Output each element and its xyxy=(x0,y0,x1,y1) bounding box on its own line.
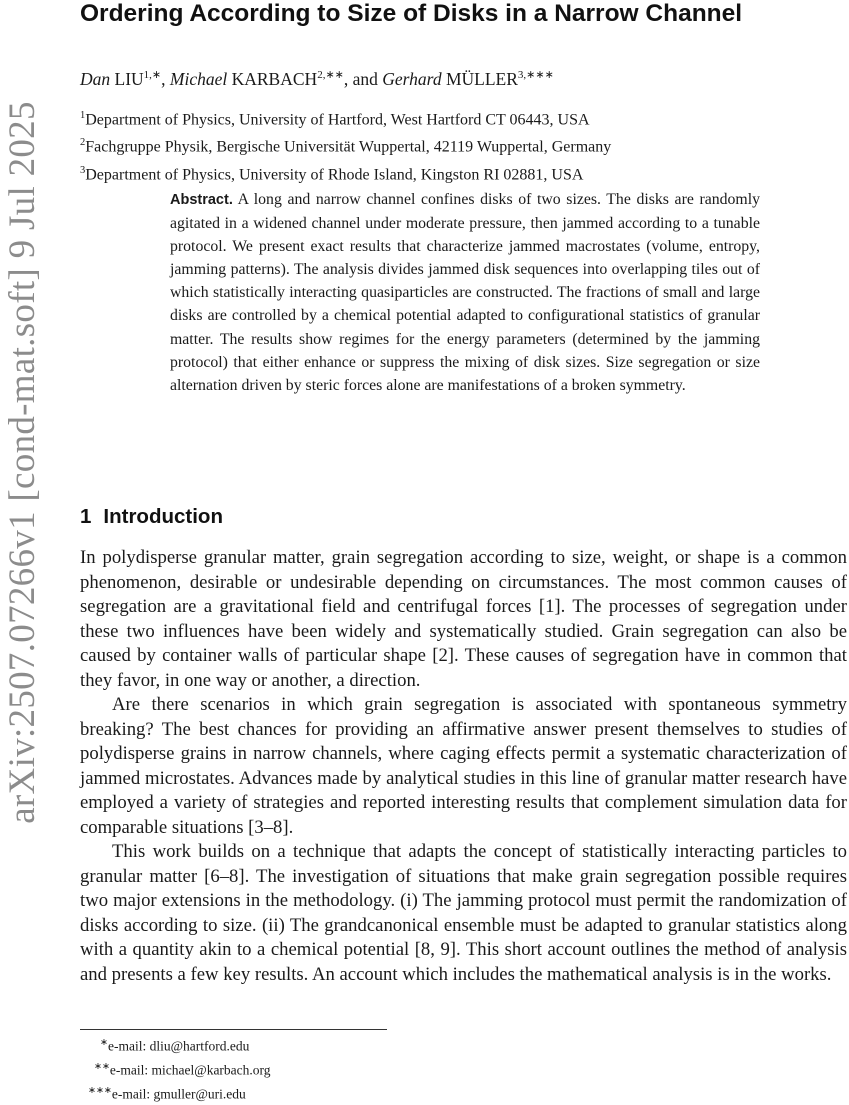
author-list xyxy=(80,68,554,90)
section-heading xyxy=(80,505,223,529)
author-family-name: KARBACH xyxy=(231,68,318,89)
affiliation-item xyxy=(80,131,611,158)
footnote-item xyxy=(80,1033,480,1057)
affiliation-text: Department of Physics, University of Rhode Island, Kingston RI 02881, USA xyxy=(85,165,584,183)
affiliation-text: Department of Physics, University of Hartford, West Hartford CT 06443, USA xyxy=(85,111,590,129)
body-paragraph: Are there scenarios in which grain segregation is associated with spontaneous symmetry breaking? The best chances for providing an affirmative answer present themselves to studies of polydisperse grains in narrow channels, where caging effects permit a systematic characterization of jammed microstates. Advances made by analytical studies in this line of granular matter research have employed a variety of strategies and reported interesting results that complement simulation data for comparable situations [3–8]. xyxy=(80,694,847,838)
author-family-name: LIU xyxy=(114,68,144,89)
footnote-text: e-mail: michael@karbach.org xyxy=(109,1062,271,1078)
author-separator: , xyxy=(161,68,170,89)
affiliation-number: 3 xyxy=(80,164,86,176)
section-body xyxy=(80,546,847,987)
body-paragraph: This work builds on a technique that adapts the concept of statistically interacting particles to granular matter [6–8]. The investigation of situations that make grain segregation possible requires two major extensions in the methodology. (i) The jamming protocol must permit the randomization of disks according to size. (ii) The grandcanonical ensemble must be adapted to granular statistics along with a quantity akin to a chemical potential [8, 9]. This short account outlines the method of analysis and presents a few key results. An account which includes the mathematical analysis is in the works. xyxy=(80,841,847,985)
body-paragraph: In polydisperse granular matter, grain segregation according to size, weight, or shape is a common phenomenon, desirable or undesirable depending on circumstances. The most common causes of segregation are a gravitational field and centrifugal forces [1]. The processes of segregation under these two influences have been widely and systematically studied. Grain segregation can also be caused by container walls of particular shape [2]. These causes of segregation have in common that they favor, in one way or another, a direction. xyxy=(80,547,847,691)
footnote-mark: ∗∗ xyxy=(94,1062,110,1072)
arxiv-identifier-stamp xyxy=(1,52,43,872)
section-number: 1 xyxy=(80,505,92,528)
abstract-text: A long and narrow channel confines disks of two sizes. The disks are randomly agitated in a widened channel under moderate pressure, then jammed according to a tunable protocol. We present exact results that characterize jammed macrostates (volume, entropy, jamming patterns). The analysis divides jammed disk sequences into overlapping tiles out of which statistically interacting quasiparticles are constructed. The fractions of small and large disks are controlled by a chemical potential adapted to configurational statistics of granular matter. The results show regimes for the energy parameters (determined by the jamming protocol) that either enhance or suppress the mixing of disk sizes. Size segregation or size alternation driven by steric forces alone are manifestations of a broken symmetry. xyxy=(170,191,760,394)
author-given-name: Michael xyxy=(169,68,228,89)
footnote-mark: ∗ xyxy=(100,1038,108,1048)
paper-title: Ordering According to Size of Disks in a Narrow Channel xyxy=(80,0,743,27)
affiliation-item xyxy=(80,159,611,186)
abstract-block xyxy=(170,188,760,397)
author-given-name: Dan xyxy=(80,68,111,89)
section-title: Introduction xyxy=(103,505,223,528)
author-given-name: Gerhard xyxy=(382,68,442,89)
affiliation-number: 2 xyxy=(80,137,86,149)
footnote-item xyxy=(80,1081,480,1105)
footnote-divider xyxy=(80,1029,387,1030)
footnote-mark: ∗∗∗ xyxy=(88,1086,112,1096)
author-family-name: MÜLLER xyxy=(445,68,518,89)
author-affiliation-mark: 2,∗∗ xyxy=(317,69,344,81)
arxiv-identifier-text: arXiv:2507.07266v1 [cond-mat.soft] 9 Jul 2025 xyxy=(1,100,43,824)
affiliation-list xyxy=(80,104,611,186)
footnote-text: e-mail: dliu@hartford.edu xyxy=(107,1038,250,1054)
author-item xyxy=(80,69,170,89)
affiliation-item xyxy=(80,104,611,131)
footnote-list xyxy=(80,1033,480,1105)
author-separator: , and xyxy=(343,68,383,89)
affiliation-text: Fachgruppe Physik, Bergische Universität Wuppertal, 42119 Wuppertal, Germany xyxy=(85,138,612,156)
author-affiliation-mark: 3,∗∗∗ xyxy=(517,69,554,81)
affiliation-number: 1 xyxy=(80,110,86,121)
author-item xyxy=(382,69,554,89)
author-item xyxy=(170,69,382,89)
footnote-text: e-mail: gmuller@uri.edu xyxy=(111,1086,246,1102)
author-affiliation-mark: 1,∗ xyxy=(143,69,162,81)
abstract-label: Abstract. xyxy=(170,192,233,208)
footnote-item xyxy=(80,1057,480,1081)
